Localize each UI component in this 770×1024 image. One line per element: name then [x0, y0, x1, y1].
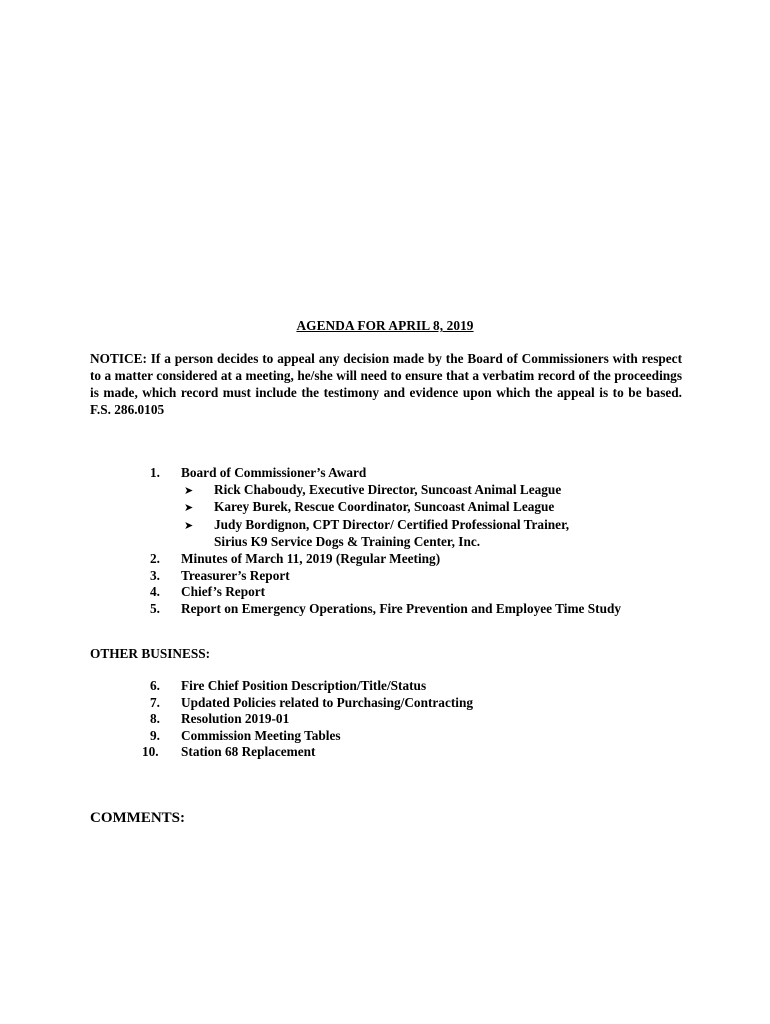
agenda-item-number: 6. — [150, 678, 160, 693]
agenda-item-1 — [150, 465, 621, 551]
agenda-list — [150, 465, 621, 617]
agenda-item-4 — [150, 584, 621, 601]
arrow-bullet-icon: ➤ — [184, 518, 194, 532]
agenda-item-number: 5. — [150, 600, 160, 616]
arrow-bullet-icon: ➤ — [184, 483, 194, 497]
award-recipient — [184, 517, 621, 535]
agenda-title: AGENDA FOR APRIL 8, 2019 — [296, 318, 474, 333]
agenda-item-label: Resolution 2019-01 — [181, 711, 290, 727]
award-recipient-continuation: Sirius K9 Service Dogs & Training Center, Inc. — [214, 534, 481, 550]
agenda-item-label: Updated Policies related to Purchasing/Contracting — [181, 694, 474, 710]
agenda-item-2 — [150, 551, 621, 568]
agenda-item-number: 7. — [150, 694, 160, 710]
award-recipients-list — [150, 482, 621, 551]
agenda-item-label: Commission Meeting Tables — [181, 727, 341, 743]
other-business-heading: OTHER BUSINESS: — [90, 646, 211, 661]
agenda-item-number: 9. — [150, 727, 160, 743]
agenda-item-number: 4. — [150, 584, 160, 600]
agenda-item-number: 2. — [150, 550, 160, 566]
agenda-item-label: Report on Emergency Operations, Fire Prevention and Employee Time Study — [181, 600, 622, 616]
agenda-item-5 — [150, 601, 621, 618]
award-recipient-text: Judy Bordignon, CPT Director/ Certified Professional Trainer, — [214, 516, 570, 532]
agenda-item-number: 3. — [150, 567, 160, 583]
agenda-item-number: 8. — [150, 711, 160, 727]
agenda-item-label: Fire Chief Position Description/Title/Status — [181, 678, 427, 693]
agenda-item-label: Station 68 Replacement — [181, 744, 316, 760]
other-business-item-6 — [150, 678, 473, 695]
agenda-item-label: Treasurer’s Report — [181, 567, 290, 583]
other-business-item-7 — [150, 695, 473, 712]
agenda-item-label: Minutes of March 11, 2019 (Regular Meeting) — [181, 550, 441, 566]
agenda-item-3 — [150, 568, 621, 585]
award-recipient-text: Karey Burek, Rescue Coordinator, Suncoast Animal League — [214, 499, 555, 515]
other-business-list — [142, 678, 474, 761]
award-recipient-text: Rick Chaboudy, Executive Director, Suncoast Animal League — [214, 481, 562, 497]
other-business-item-8 — [150, 711, 473, 728]
agenda-item-number: 10. — [142, 744, 159, 760]
notice-paragraph — [90, 350, 682, 418]
comments-heading: COMMENTS: — [90, 810, 185, 826]
other-business-item-10 — [142, 744, 473, 761]
award-recipient — [184, 482, 621, 500]
agenda-item-label: Board of Commissioner’s Award — [181, 465, 367, 480]
agenda-item-label: Chief’s Report — [181, 584, 266, 600]
other-business-item-9 — [150, 728, 473, 745]
notice-text: NOTICE: If a person decides to appeal any decision made by the Board of Commissioners with respect to a matter considered at a meeting, he/she will need to ensure that a verbatim record of the proceedings is made, which record must include the testimony and evidence upon which the appeal is to be based. F.S. 286.0105 — [90, 351, 682, 417]
arrow-bullet-icon: ➤ — [184, 501, 194, 515]
award-recipient — [184, 499, 621, 517]
agenda-item-number: 1. — [150, 465, 160, 480]
